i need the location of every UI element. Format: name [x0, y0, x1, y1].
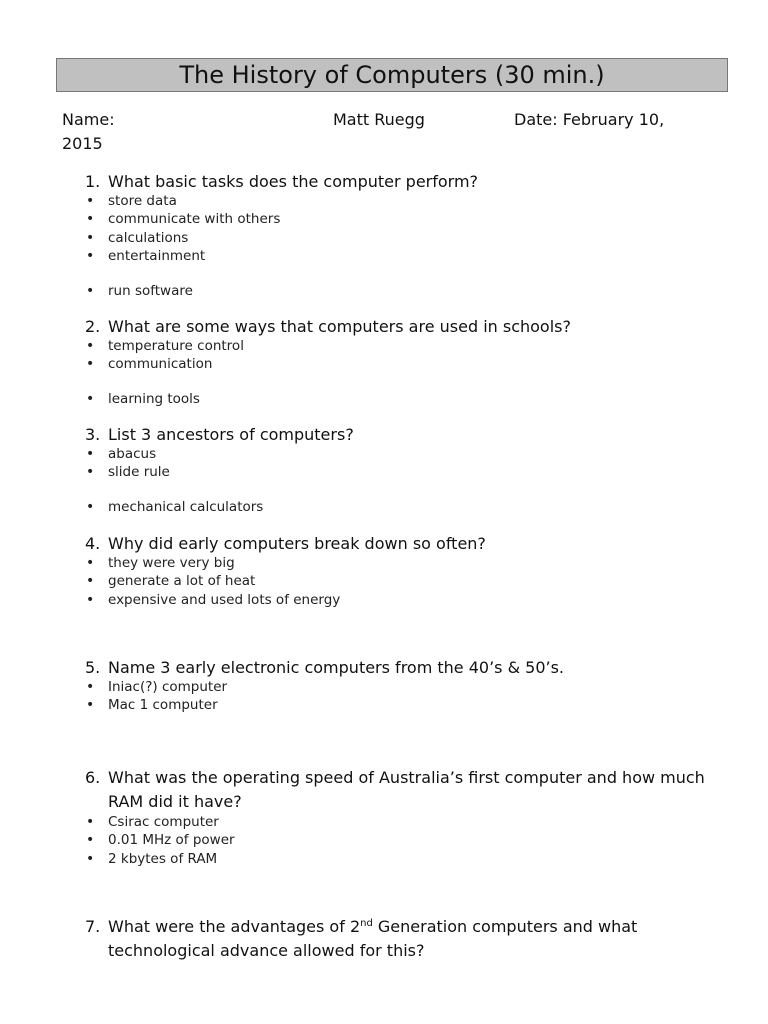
list-item: • slide rule [86, 463, 263, 481]
question-3 [85, 423, 725, 447]
question-number: 2. [85, 317, 101, 336]
list-item: • entertainment [86, 247, 280, 265]
date-year: 2015 [62, 134, 103, 153]
name-value: Matt Ruegg [333, 110, 425, 129]
date-label: Date: February 10, [514, 110, 665, 129]
question-text: Why did early computers break down so often? [108, 534, 486, 553]
question-1 [85, 170, 725, 194]
ordinal-suffix: nd [360, 918, 373, 929]
name-label: Name: [62, 110, 115, 129]
answer-list-2 [86, 337, 244, 408]
question-text-part: Generation computers and what technological advance allowed for this? [108, 917, 638, 960]
question-number: 6. [85, 768, 101, 787]
list-item: • run software [86, 282, 280, 300]
answer-list-4 [86, 554, 340, 609]
question-number: 5. [85, 658, 101, 677]
question-number: 1. [85, 172, 101, 191]
question-6 [85, 766, 725, 814]
question-text: What basic tasks does the computer perform? [108, 172, 479, 191]
question-text: What was the operating speed of Australia’s first computer and how much RAM did it have? [108, 768, 705, 811]
answer-list-6 [86, 813, 235, 868]
question-text: What are some ways that computers are used in schools? [108, 317, 571, 336]
list-item: • they were very big [86, 554, 340, 572]
answer-list-1 [86, 192, 280, 300]
list-item: • 2 kbytes of RAM [86, 850, 235, 868]
list-item: • abacus [86, 445, 263, 463]
list-item: • communicate with others [86, 210, 280, 228]
question-4 [85, 532, 725, 556]
question-5 [85, 656, 725, 680]
list-item: • generate a lot of heat [86, 572, 340, 590]
question-text [108, 915, 725, 963]
list-item: • Iniac(?) computer [86, 678, 227, 696]
list-item: • Csirac computer [86, 813, 235, 831]
list-item: • store data [86, 192, 280, 210]
list-item: • calculations [86, 229, 280, 247]
question-text-part: What were the advantages of 2 [108, 917, 361, 936]
question-number: 4. [85, 534, 101, 553]
answer-list-5 [86, 678, 227, 715]
list-item: • expensive and used lots of energy [86, 591, 340, 609]
list-item: • 0.01 MHz of power [86, 831, 235, 849]
question-7 [85, 915, 725, 963]
list-item: • mechanical calculators [86, 498, 263, 516]
list-item: • temperature control [86, 337, 244, 355]
question-number: 3. [85, 425, 101, 444]
question-number: 7. [85, 917, 101, 936]
question-text: Name 3 early electronic computers from the 40’s & 50’s. [108, 658, 565, 677]
list-item: • communication [86, 355, 244, 373]
list-item: • Mac 1 computer [86, 696, 227, 714]
question-text: List 3 ancestors of computers? [108, 425, 354, 444]
worksheet-title [56, 58, 728, 92]
list-item: • learning tools [86, 390, 244, 408]
question-2 [85, 315, 725, 339]
title-text: The History of Computers (30 min.) [179, 61, 605, 89]
answer-list-3 [86, 445, 263, 516]
